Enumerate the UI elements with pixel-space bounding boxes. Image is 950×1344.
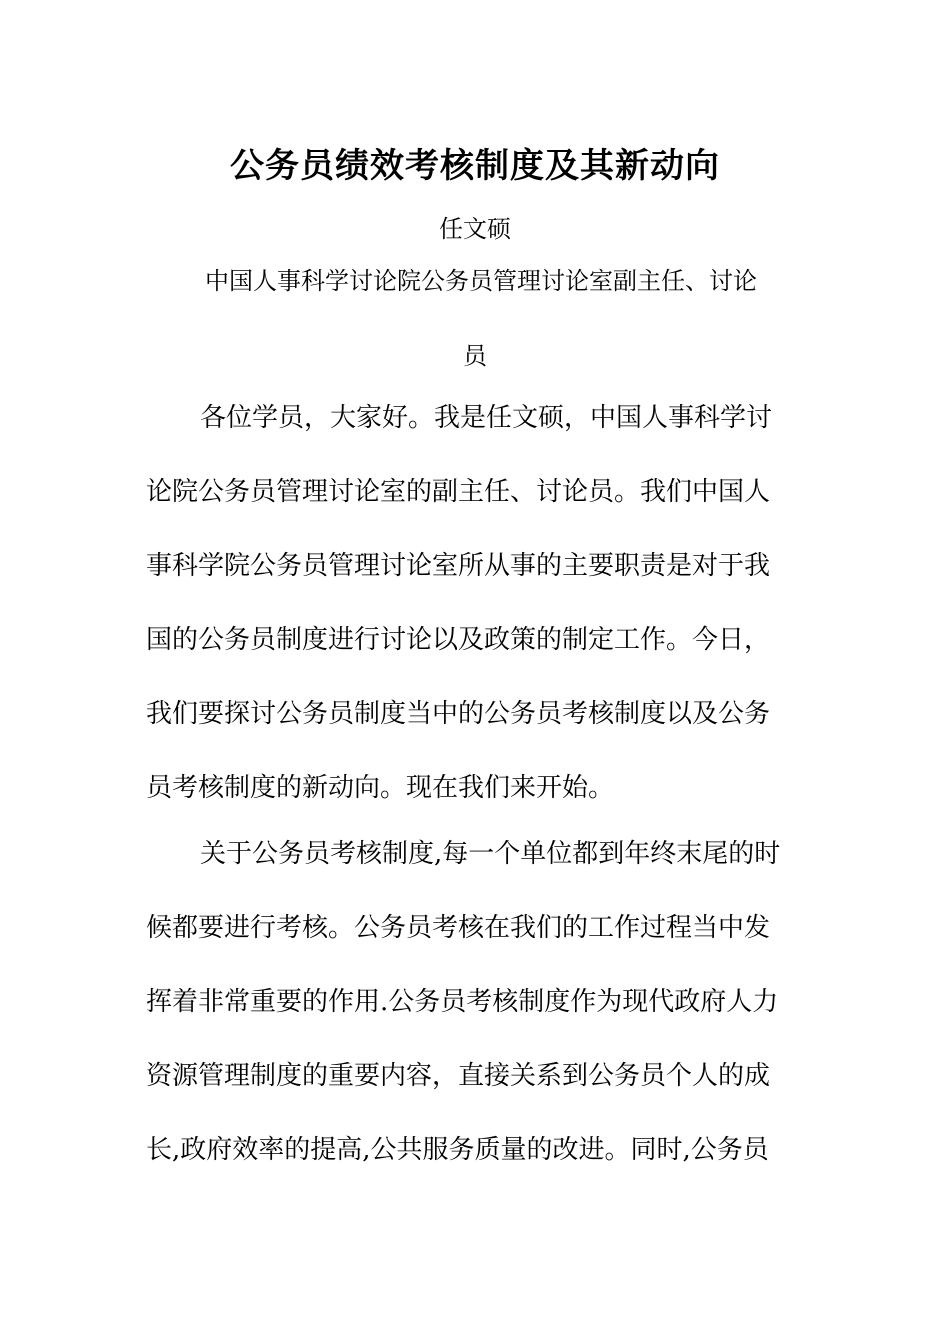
paragraph-line: 论院公务员管理讨论室的副主任、讨论员。我们中国人 xyxy=(146,477,771,507)
author-affiliation: 中国人事科学讨论院公务员管理讨论室副主任、讨论 xyxy=(205,267,757,295)
paragraph-2 xyxy=(146,834,806,1204)
document-title: 公务员绩效考核制度及其新动向 xyxy=(230,146,720,186)
author-affiliation-continued: 员 xyxy=(463,342,487,370)
paragraph-line: 关于公务员考核制度,每一个单位都到年终末尾的时 xyxy=(200,839,781,869)
paragraph-1 xyxy=(146,398,806,842)
paragraph-line: 我们要探讨公务员制度当中的公务员考核制度以及公务 xyxy=(146,699,771,729)
paragraph-line: 事科学院公务员管理讨论室所从事的主要职责是对于我 xyxy=(146,551,771,581)
paragraph-line: 各位学员，大家好。我是任文硕，中国人事科学讨 xyxy=(200,403,773,433)
paragraph-line: 长,政府效率的提高,公共服务质量的改进。同时,公务员 xyxy=(146,1135,769,1165)
paragraph-line: 员考核制度的新动向。现在我们来开始。 xyxy=(146,773,615,803)
paragraph-line: 候都要进行考核。公务员考核在我们的工作过程当中发 xyxy=(146,913,771,943)
author-name: 任文硕 xyxy=(439,215,511,243)
paragraph-line: 挥着非常重要的作用.公务员考核制度作为现代政府人力 xyxy=(146,987,779,1017)
paragraph-line: 国的公务员制度进行讨论以及政策的制定工作。今日， xyxy=(146,625,771,655)
paragraph-line: 资源管理制度的重要内容，直接关系到公务员个人的成 xyxy=(146,1061,771,1091)
